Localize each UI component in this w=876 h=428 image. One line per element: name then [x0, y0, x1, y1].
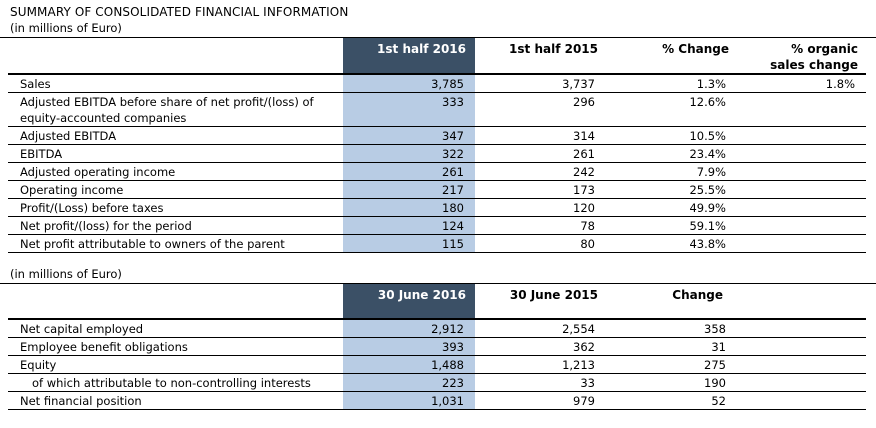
value-prior: 261: [475, 145, 606, 163]
value-pct-change: 59.1%: [606, 217, 737, 235]
value-organic-change: [737, 163, 866, 181]
value-pct-change: 12.6%: [606, 93, 737, 127]
table-row: [8, 392, 866, 410]
income-header-prior: 1st half 2015: [475, 38, 606, 74]
value-pct-change: 1.3%: [606, 74, 737, 93]
table-row: [8, 217, 866, 235]
value-current: 322: [343, 145, 475, 163]
empty-cell: [737, 319, 866, 338]
value-current: 333: [343, 93, 475, 127]
table-row: [8, 338, 866, 356]
value-organic-change: [737, 235, 866, 253]
value-current: 1,031: [343, 392, 475, 410]
value-prior: 1,213: [475, 356, 606, 374]
value-current: 2,912: [343, 319, 475, 338]
value-current: 115: [343, 235, 475, 253]
value-change: 190: [606, 374, 737, 392]
value-prior: 173: [475, 181, 606, 199]
value-change: 31: [606, 338, 737, 356]
balance-header-empty: [8, 284, 343, 319]
income-header-empty: [8, 38, 343, 74]
row-label: of which attributable to non-controlling interests: [8, 374, 343, 392]
income-header-current: 1st half 2016: [343, 38, 475, 74]
value-pct-change: 10.5%: [606, 127, 737, 145]
value-organic-change: [737, 199, 866, 217]
balance-header-prior: 30 June 2015: [475, 284, 606, 319]
row-label: EBITDA: [8, 145, 343, 163]
income-statement-table: [8, 38, 866, 253]
table-row: [8, 145, 866, 163]
value-prior: 362: [475, 338, 606, 356]
value-pct-change: 49.9%: [606, 199, 737, 217]
value-prior: 78: [475, 217, 606, 235]
row-label: Operating income: [8, 181, 343, 199]
empty-cell: [737, 392, 866, 410]
value-current: 1,488: [343, 356, 475, 374]
value-prior: 979: [475, 392, 606, 410]
table-row: [8, 163, 866, 181]
table-row: [8, 374, 866, 392]
row-label: Profit/(Loss) before taxes: [8, 199, 343, 217]
value-pct-change: 23.4%: [606, 145, 737, 163]
value-current: 124: [343, 217, 475, 235]
row-label: Net profit attributable to owners of the parent: [8, 235, 343, 253]
value-organic-change: [737, 145, 866, 163]
value-organic-change: [737, 217, 866, 235]
row-label: Adjusted EBITDA before share of net profit/(loss) of equity-accounted companies: [8, 93, 343, 127]
value-pct-change: 25.5%: [606, 181, 737, 199]
balance-header-change: Change: [606, 284, 737, 319]
value-prior: 80: [475, 235, 606, 253]
unit-note-income: (in millions of Euro): [10, 21, 122, 35]
balance-sheet-table: [8, 284, 866, 410]
row-label: Adjusted EBITDA: [8, 127, 343, 145]
value-current: 261: [343, 163, 475, 181]
row-label: Adjusted operating income: [8, 163, 343, 181]
income-header-pct-change: % Change: [606, 38, 737, 74]
value-prior: 242: [475, 163, 606, 181]
value-change: 275: [606, 356, 737, 374]
table-row: [8, 356, 866, 374]
value-current: 217: [343, 181, 475, 199]
value-prior: 33: [475, 374, 606, 392]
row-label: Equity: [8, 356, 343, 374]
value-current: 393: [343, 338, 475, 356]
balance-header-row: [8, 284, 866, 319]
income-header-row: [8, 38, 866, 74]
income-header-organic-change-text: % organic sales change: [770, 42, 858, 72]
page-title: SUMMARY OF CONSOLIDATED FINANCIAL INFORMATION: [10, 5, 349, 19]
unit-note-balance: (in millions of Euro): [10, 267, 122, 281]
value-current: 347: [343, 127, 475, 145]
value-current: 180: [343, 199, 475, 217]
row-label: Net capital employed: [8, 319, 343, 338]
balance-header-spacer: [737, 284, 866, 319]
value-prior: 3,737: [475, 74, 606, 93]
value-pct-change: 43.8%: [606, 235, 737, 253]
table-row: [8, 181, 866, 199]
value-prior: 2,554: [475, 319, 606, 338]
empty-cell: [737, 338, 866, 356]
value-pct-change: 7.9%: [606, 163, 737, 181]
value-organic-change: [737, 181, 866, 199]
value-current: 3,785: [343, 74, 475, 93]
table-row: [8, 199, 866, 217]
row-label: Sales: [8, 74, 343, 93]
row-label: Employee benefit obligations: [8, 338, 343, 356]
value-organic-change: [737, 127, 866, 145]
empty-cell: [737, 356, 866, 374]
value-prior: 120: [475, 199, 606, 217]
value-prior: 314: [475, 127, 606, 145]
table-row: [8, 319, 866, 338]
row-label: Net financial position: [8, 392, 343, 410]
table-row: [8, 74, 866, 93]
value-prior: 296: [475, 93, 606, 127]
value-organic-change: [737, 93, 866, 127]
table-row: [8, 93, 866, 127]
value-current: 223: [343, 374, 475, 392]
table-row: [8, 127, 866, 145]
table-row: [8, 235, 866, 253]
empty-cell: [737, 374, 866, 392]
value-change: 358: [606, 319, 737, 338]
value-organic-change: 1.8%: [737, 74, 866, 93]
balance-header-current: 30 June 2016: [343, 284, 475, 319]
income-header-organic-change: [737, 38, 866, 74]
row-label: Net profit/(loss) for the period: [8, 217, 343, 235]
value-change: 52: [606, 392, 737, 410]
